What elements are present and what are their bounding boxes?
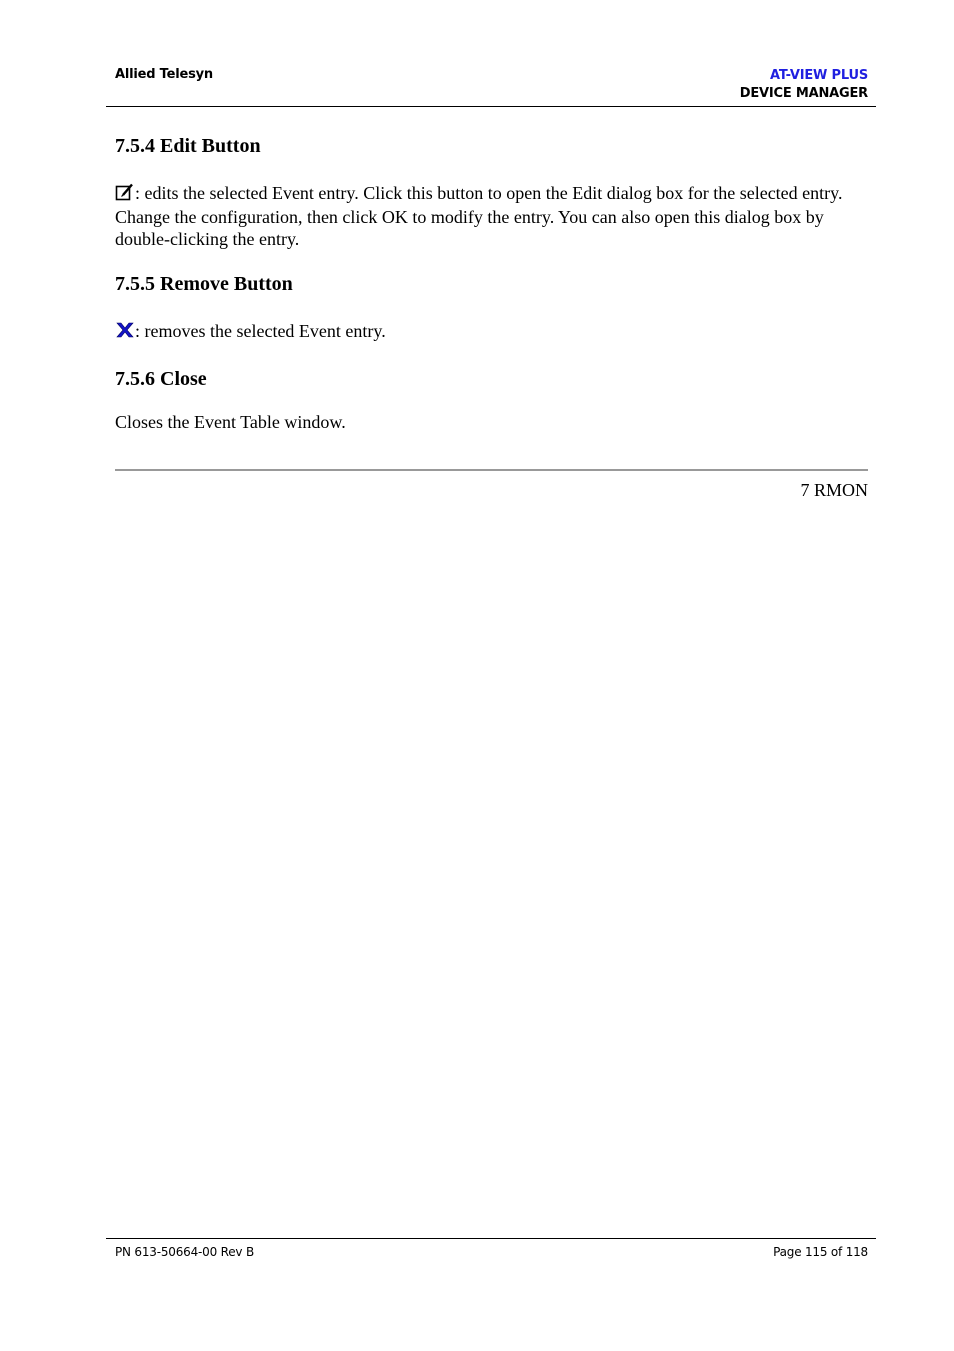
section-remove-button [115, 270, 867, 344]
section-edit-text: : edits the selected Event entry. Click this button to open the Edit dialog box for the selected entry. Change the configuration, then click OK to modify the entry. You can also open this dialog box by double-clicking the entry. [115, 183, 843, 249]
edit-icon [115, 183, 135, 206]
header-manual: DEVICE MANAGER [739, 86, 868, 101]
header-product: AT-VIEW PLUS [770, 68, 868, 83]
remove-icon [115, 321, 135, 344]
section-remove-body [115, 320, 867, 344]
section-close [115, 365, 867, 433]
section-close-body: Closes the Event Table window. [115, 412, 346, 432]
section-remove-title: 7.5.5 Remove Button [115, 273, 293, 295]
header-company: Allied Telesyn [115, 67, 213, 82]
section-edit-button [115, 132, 867, 250]
footer-part-number: PN 613-50664-00 Rev B [115, 1245, 254, 1259]
section-close-title: 7.5.6 Close [115, 368, 207, 390]
footer-rule [106, 1238, 876, 1239]
footer-page-number: Page 115 of 118 [773, 1245, 868, 1259]
header-titles [740, 67, 868, 103]
section-remove-text: : removes the selected Event entry. [135, 321, 386, 341]
section-edit-title: 7.5.4 Edit Button [115, 135, 261, 157]
chapter-label: 7 RMON [800, 480, 868, 500]
chapter-rule [115, 469, 868, 471]
header-rule [106, 106, 876, 107]
section-edit-body [115, 182, 867, 250]
